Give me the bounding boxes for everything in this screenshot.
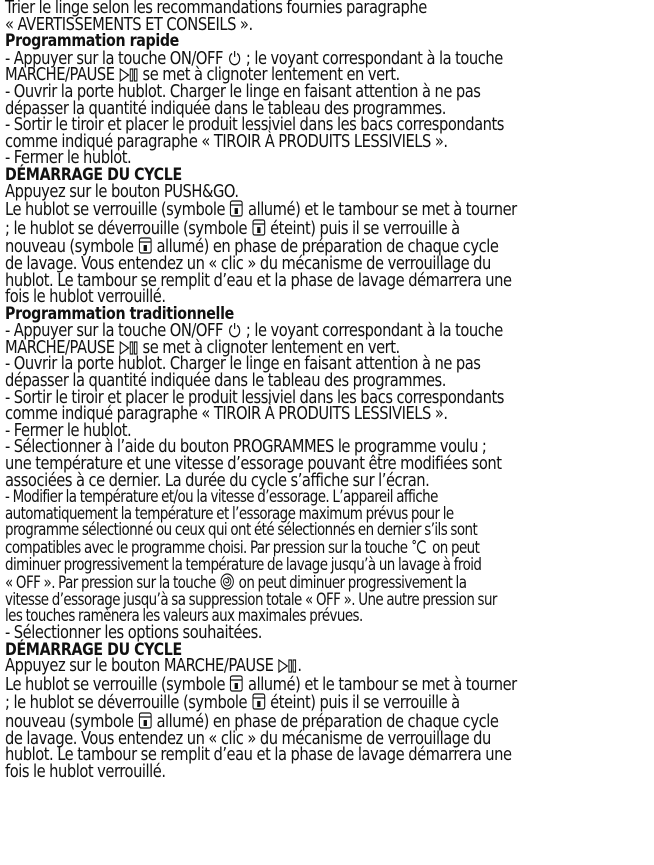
- text-line: ; le hublot se déverrouille (symbole éteint) puis il se verrouille à: [5, 693, 460, 714]
- text-line: de lavage. Vous entendez un « clic » du mécanisme de verrouillage du: [5, 253, 491, 274]
- section-heading-start: DÉMARRAGE DU CYCLE: [5, 164, 182, 185]
- play-pause-icon: [278, 659, 296, 673]
- section-heading-traditional: Programmation traditionnelle: [5, 303, 234, 324]
- text-line: - Sortir le tiroir et placer le produit lessiviel dans les bacs correspondants: [5, 387, 504, 408]
- text-line: Appuyez sur le bouton PUSH&GO.: [5, 181, 239, 202]
- text-line: diminuer progressivement la température de lavage jusqu’à un lavage à froid: [5, 554, 482, 574]
- text-line: ; le hublot se déverrouille (symbole éteint) puis il se verrouille à: [5, 218, 460, 239]
- text-line: - Sélectionner les options souhaitées.: [5, 622, 263, 643]
- text-line: les touches ramènera les valeurs aux maximales prévues.: [5, 606, 363, 626]
- text-line: MARCHE/PAUSE se met à clignoter lentement en vert.: [5, 337, 400, 358]
- text-line: une température et une vitesse d’essorage pouvant être modifiées sont: [5, 454, 502, 475]
- text-line: Le hublot se verrouille (symbole allumé) et le tambour se met à tourner: [5, 200, 517, 221]
- play-pause-icon: [119, 341, 137, 355]
- text-line: Le hublot se verrouille (symbole allumé) et le tambour se met à tourner: [5, 674, 517, 695]
- text-line: - Appuyer sur la touche ON/OFF ; le voyant correspondant à la touche: [5, 48, 503, 69]
- text-line: - Fermer le hublot.: [5, 420, 132, 441]
- text-line: fois le hublot verrouillé.: [5, 761, 166, 782]
- text-line: - Fermer le hublot.: [5, 148, 132, 169]
- door-lock-icon: [252, 219, 265, 236]
- text-line: hublot. Le tambour se remplit d’eau et la phase de lavage démarrera une: [5, 745, 512, 766]
- power-icon: [228, 50, 241, 66]
- temperature-icon: [412, 539, 428, 555]
- text-line: - Sélectionner à l’aide du bouton PROGRAMMES le programme voulu ;: [5, 437, 487, 458]
- text-line: nouveau (symbole allumé) en phase de préparation de chaque cycle: [5, 237, 499, 258]
- text-line: de lavage. Vous entendez un « clic » du mécanisme de verrouillage du: [5, 728, 491, 749]
- door-lock-icon: [138, 712, 151, 729]
- text-line: - Sortir le tiroir et placer le produit lessiviel dans les bacs correspondants: [5, 115, 504, 136]
- text-line: programme sélectionné ou ceux qui ont été sélectionnés en dernier s’ils sont: [5, 520, 478, 540]
- spin-icon: [220, 573, 235, 590]
- intro-line: « AVERTISSEMENTS ET CONSEILS ».: [5, 14, 253, 35]
- text-line: hublot. Le tambour se remplit d’eau et la phase de lavage démarrera une: [5, 270, 512, 291]
- door-lock-icon: [230, 200, 243, 217]
- text-line: associées à ce dernier. La durée du cycle s’affiche sur l’écran.: [5, 470, 430, 491]
- text-line: - Ouvrir la porte hublot. Charger le linge en faisant attention à ne pas: [5, 354, 481, 375]
- text-line: vitesse d’essorage jusqu’à sa suppression totale « OFF ». Une autre pression sur: [5, 589, 497, 609]
- text-line: - Ouvrir la porte hublot. Charger le linge en faisant attention à ne pas: [5, 81, 481, 102]
- section-heading-quick: Programmation rapide: [5, 31, 179, 52]
- text-line: automatiquement la température et l’essorage maximum prévus pour le: [5, 503, 454, 523]
- intro-line: Trier le linge selon les recommandations fournies paragraphe: [5, 0, 427, 18]
- play-pause-icon: [119, 68, 137, 82]
- text-line: - Modifier la température et/ou la vitesse d’essorage. L’appareil affiche: [5, 487, 438, 507]
- text-line: compatibles avec le programme choisi. Par pression sur la touche on peut: [5, 538, 480, 557]
- door-lock-icon: [230, 675, 243, 692]
- power-icon: [228, 322, 241, 338]
- text-line: nouveau (symbole allumé) en phase de préparation de chaque cycle: [5, 711, 499, 732]
- text-line: - Appuyer sur la touche ON/OFF ; le voyant correspondant à la touche: [5, 321, 503, 342]
- text-line: dépasser la quantité indiquée dans le tableau des programmes.: [5, 98, 446, 119]
- text-line: fois le hublot verrouillé.: [5, 287, 166, 308]
- text-line: « OFF ». Par pression sur la touche on peut diminuer progressivement la: [5, 573, 467, 593]
- section-heading-start: DÉMARRAGE DU CYCLE: [5, 639, 182, 660]
- text-line: MARCHE/PAUSE se met à clignoter lentement en vert.: [5, 65, 400, 86]
- text-line: dépasser la quantité indiquée dans le tableau des programmes.: [5, 371, 446, 392]
- text-line: comme indiqué paragraphe « TIROIR À PRODUITS LESSIVIELS ».: [5, 131, 448, 152]
- door-lock-icon: [138, 237, 151, 254]
- door-lock-icon: [252, 693, 265, 710]
- text-line: comme indiqué paragraphe « TIROIR À PRODUITS LESSIVIELS ».: [5, 404, 448, 425]
- text-line: Appuyez sur le bouton MARCHE/PAUSE .: [5, 656, 302, 677]
